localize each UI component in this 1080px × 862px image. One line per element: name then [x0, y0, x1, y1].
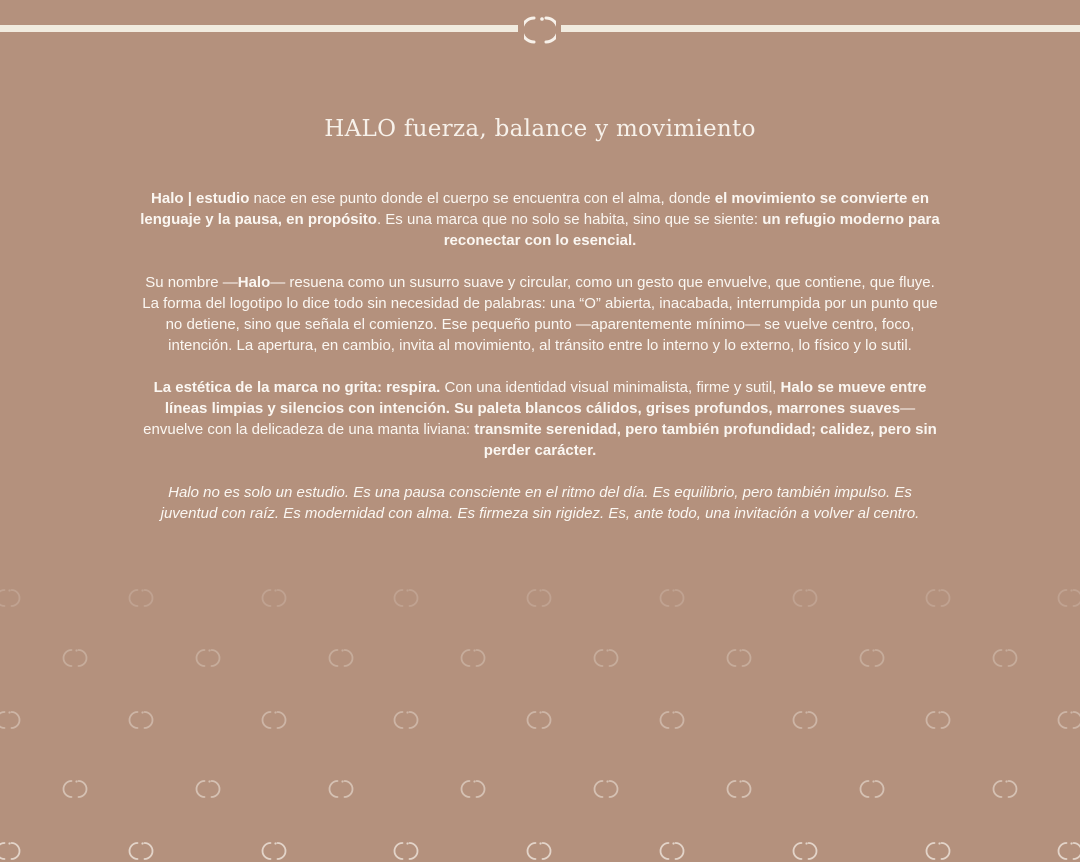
halo-pattern-icon — [928, 841, 948, 861]
halo-pattern-icon — [596, 779, 616, 799]
paragraph-aesthetics: La estética de la marca no grita: respira. Con una identidad visual minimalista, firme y sutil, Halo se mueve entre líneas limpias y silencios con intención. Su paleta blancos cálidos, grises profundos, marrones suaves— envuelve con la delicadeza de una manta liviana: transmite serenidad, pero también profundidad; calidez, pero sin perder carácter. — [143, 379, 937, 459]
halo-pattern-icon — [331, 648, 351, 668]
halo-pattern-icon — [928, 710, 948, 730]
halo-pattern-icon — [65, 648, 85, 668]
halo-pattern-icon — [396, 841, 416, 861]
halo-pattern-icon — [529, 841, 549, 861]
halo-pattern-icon — [1060, 841, 1080, 861]
paragraph-intro: Halo | estudio nace en ese punto donde el cuerpo se encuentra con el alma, donde el movimiento se convierte en lenguaje y la pausa, en propósito. Es una marca que no solo se habita, sino que se siente: un refugio moderno para reconectar con lo esencial. — [140, 190, 940, 249]
halo-pattern-icon — [0, 710, 18, 730]
halo-pattern-icon — [1060, 710, 1080, 730]
halo-pattern-icon — [729, 779, 749, 799]
halo-pattern-icon — [795, 588, 815, 608]
halo-pattern-icon — [198, 648, 218, 668]
halo-pattern-icon — [928, 588, 948, 608]
halo-pattern-icon — [463, 648, 483, 668]
page-title: HALO fuerza, balance y movimiento — [324, 116, 756, 142]
paragraph-name: Su nombre —Halo— resuena como un susurro suave y circular, como un gesto que envuelve, que contiene, que fluye. La forma del logotipo lo dice todo sin necesidad de palabras: una “O” abierta, inacabada, interrumpida por un punto que no detiene, sino que señala el comienzo. Ese pequeño punto —aparentemente mínimo— se vuelve centro, foco, intención. La apertura, en cambio, invita al movimiento, al tránsito entre lo interno y lo externo, lo físico y lo sutil. — [142, 274, 938, 354]
halo-pattern-icon — [65, 779, 85, 799]
halo-pattern-icon — [131, 710, 151, 730]
halo-pattern-icon — [729, 648, 749, 668]
body-text — [140, 188, 940, 545]
halo-logo-icon — [524, 15, 556, 45]
halo-pattern-icon — [662, 710, 682, 730]
halo-pattern-icon — [596, 648, 616, 668]
halo-pattern-icon — [264, 841, 284, 861]
halo-pattern-icon — [862, 779, 882, 799]
halo-pattern-icon — [264, 710, 284, 730]
brand-name: Halo | estudio — [151, 190, 250, 207]
halo-pattern-icon — [198, 779, 218, 799]
halo-pattern-icon — [331, 779, 351, 799]
top-rule-left — [0, 25, 518, 32]
halo-pattern-icon — [131, 588, 151, 608]
halo-pattern-icon — [995, 779, 1015, 799]
halo-pattern-icon — [0, 588, 18, 608]
halo-pattern-icon — [662, 841, 682, 861]
halo-pattern-icon — [529, 710, 549, 730]
halo-pattern-icon — [529, 588, 549, 608]
halo-pattern-icon — [795, 710, 815, 730]
halo-pattern-icon — [396, 588, 416, 608]
halo-pattern-icon — [131, 841, 151, 861]
halo-pattern-icon — [0, 841, 18, 861]
halo-pattern-icon — [396, 710, 416, 730]
top-rule-right — [561, 25, 1080, 32]
halo-pattern-icon — [795, 841, 815, 861]
halo-pattern-icon — [862, 648, 882, 668]
halo-pattern-icon — [264, 588, 284, 608]
halo-pattern-icon — [662, 588, 682, 608]
paragraph-closing: Halo no es solo un estudio. Es una pausa consciente en el ritmo del día. Es equilibrio, pero también impulso. Es juventud con raíz. Es modernidad con alma. Es firmeza sin rigidez. Es, ante todo, una invitación a volver al centro. — [160, 484, 920, 522]
halo-pattern-icon — [995, 648, 1015, 668]
halo-pattern-icon — [1060, 588, 1080, 608]
halo-pattern-icon — [463, 779, 483, 799]
